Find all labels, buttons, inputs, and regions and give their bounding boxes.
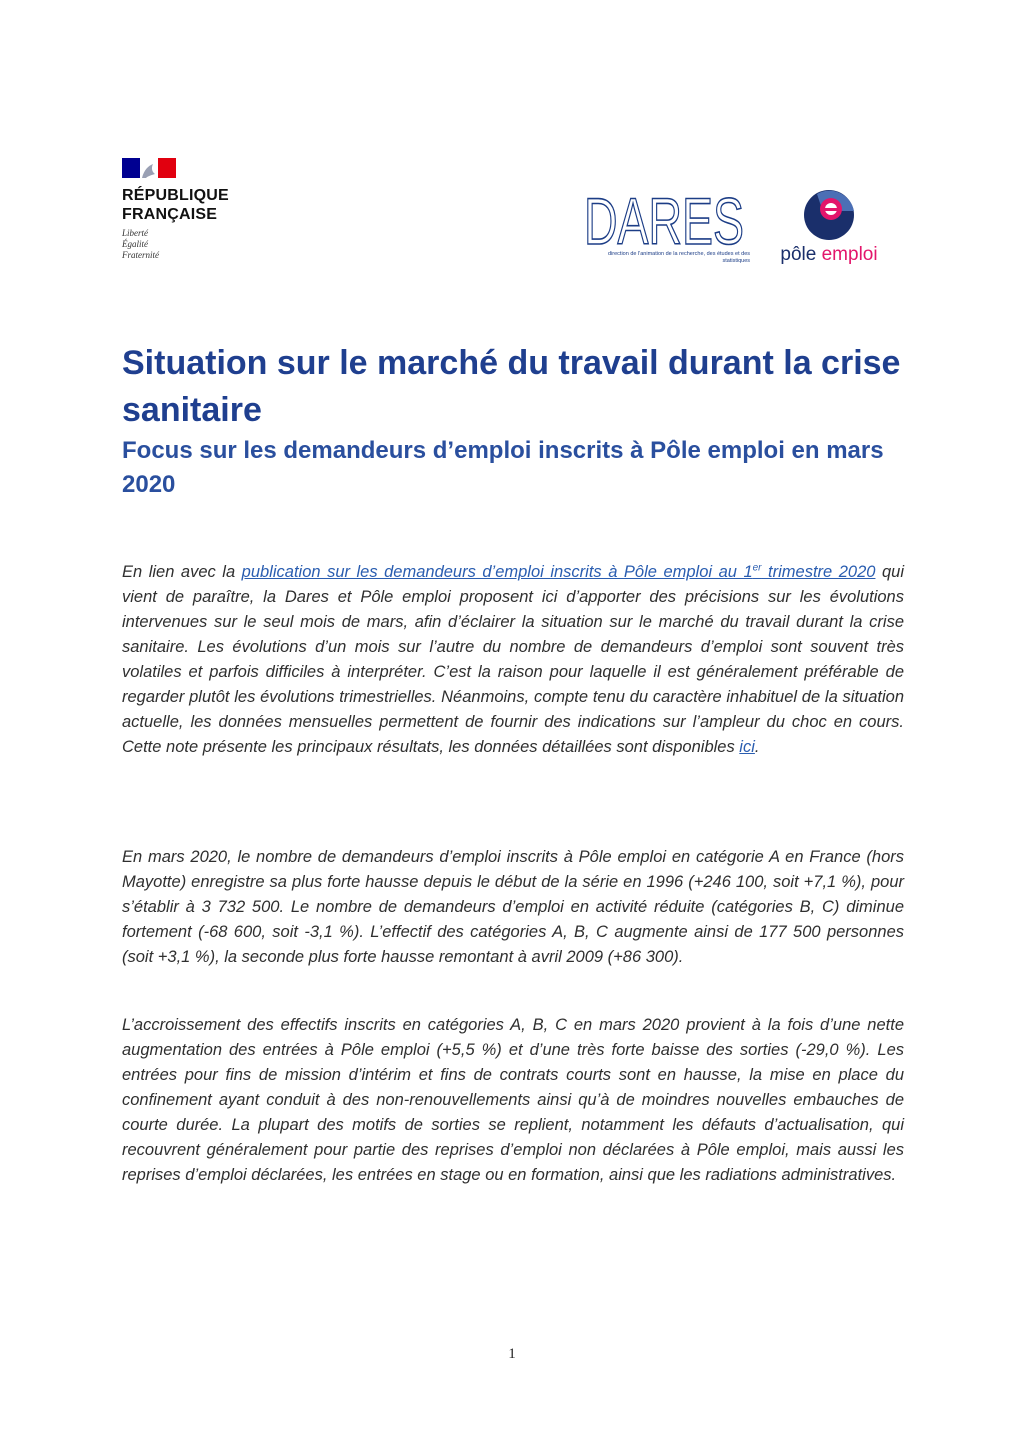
intro-paragraph bbox=[122, 560, 904, 760]
dares-word: DARES bbox=[584, 186, 744, 250]
pole-emploi-e-icon bbox=[799, 188, 859, 240]
intro-middle: qui vient de paraître, la Dares et Pôle emploi proposent ici d’apporter des précisions sur les évolutions intervenues sur le seul mois de mars, afin d’éclairer la situation sur le marché du travail durant la crise sanitaire. Les évolutions d’un mois sur l’autre du nombre de demandeurs d’emploi sont souvent très volatiles et parfois difficiles à interpréter. C’est la raison pour laquelle il est généralement préférable de regarder plutôt les évolutions trimestrielles. Néanmoins, compte tenu du caractère inhabituel de la situation actuelle, les données mensuelles permettent de fournir des indications sur l’ampleur du choc en cours. Cette note présente les principaux résultats, les données détaillées sont disponibles bbox=[122, 563, 904, 756]
pole-word: pôle bbox=[780, 244, 817, 265]
flows-paragraph: L’accroissement des effectifs inscrits en catégories A, B, C en mars 2020 provient à la fois d’une nette augmentation des entrées à Pôle emploi (+5,5 %) et d’une très forte baisse des sorties (-29,0 %). Les entrées pour fins de mission d’intérim et fins de contrats courts sont en hausse, la mise en place du confinement ayant conduit à des non-renouvellements ainsi qu’à de moindres nouvelles embauches de courte durée. La plupart des motifs de sorties se replient, notamment les défauts d’actualisation, qui recouvrent généralement pour partie des reprises d’emploi non déclarées à Pôle emploi, mais aussi les reprises d’emploi déclarées, les entrées en stage ou en formation, ainsi que les radiations administratives. bbox=[122, 1016, 904, 1184]
republique-francaise-name bbox=[122, 186, 262, 224]
marianne-flag-icon bbox=[122, 158, 176, 178]
emploi-word: emploi bbox=[821, 244, 878, 265]
republique-francaise-logo bbox=[122, 158, 262, 261]
dares-subtitle: direction de l'animation de la recherche, des études et des statistiques bbox=[608, 251, 750, 264]
publication-link-sup: er bbox=[752, 562, 762, 574]
rf-motto-liberte: Liberté bbox=[122, 228, 148, 238]
rf-motto bbox=[122, 228, 262, 261]
rf-motto-fraternite: Fraternité bbox=[122, 250, 159, 260]
rf-line2: FRANÇAISE bbox=[122, 206, 218, 223]
page-number: 1 bbox=[508, 1346, 516, 1362]
page-title: Situation sur le marché du travail durant la crise sanitaire bbox=[122, 344, 901, 429]
dares-logo bbox=[584, 186, 750, 265]
dares-wordmark bbox=[584, 186, 746, 250]
publication-link[interactable] bbox=[242, 563, 876, 581]
pole-emploi-logo bbox=[774, 188, 884, 266]
intro-prefix: En lien avec la bbox=[122, 563, 242, 581]
detailed-data-link[interactable]: ici bbox=[739, 738, 755, 756]
category-a-paragraph: En mars 2020, le nombre de demandeurs d’emploi inscrits à Pôle emploi en catégorie A en France (hors Mayotte) enregistre sa plus forte hausse depuis le début de la série en 1996 (+246 100, soit +7,1 %), pour s’établir à 3 732 500. Le nombre de demandeurs d’emploi en activité réduite (catégories B, C) diminue fortement (-68 600, soit -3,1 %). L’effectif des catégories A, B, C augmente ainsi de 177 500 personnes (soit +3,1 %), la seconde plus forte hausse remontant à avril 2009 (+86 300). bbox=[122, 848, 904, 966]
rf-line1: RÉPUBLIQUE bbox=[122, 187, 229, 204]
pole-emploi-wordmark bbox=[774, 244, 884, 266]
publication-link-text-a: publication sur les demandeurs d’emploi inscrits à Pôle emploi au 1 bbox=[241, 563, 753, 581]
publication-link-text-b: trimestre 2020 bbox=[761, 563, 876, 581]
intro-suffix: . bbox=[754, 738, 760, 756]
page-subtitle: Focus sur les demandeurs d’emploi inscrits à Pôle emploi en mars 2020 bbox=[122, 437, 884, 498]
rf-motto-egalite: Égalité bbox=[122, 239, 148, 249]
